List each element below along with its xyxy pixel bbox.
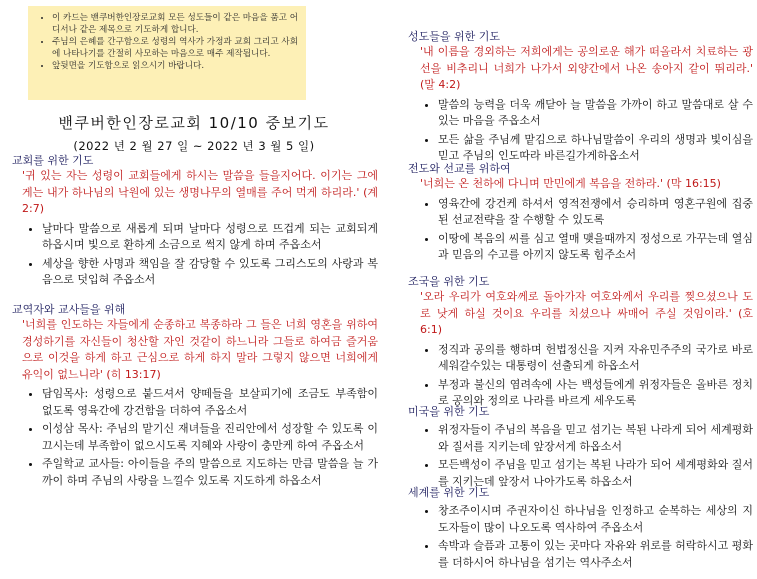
bible-verse: '귀 있는 자는 성령이 교회들에게 하시는 말씀을 들을지어다. 이기는 그에게는 내가 하나님의 낙원에 있는 생명나무의 열매를 주어 먹게 하리라.' (계 2:7) (22, 169, 378, 215)
page-title: 밴쿠버한인장로교회 10/10 중보기도 (58, 114, 330, 132)
prayer-item: • 이성삼 목사: 주님의 맡기신 재녀들을 진리안에서 성장할 수 있도록 이끄시는데 부족함이 없으시도록 지혜와 사랑이 충만케 하여 주옵소서 (42, 421, 378, 454)
notice-item: • 앞뒷면을 기도함으로 읽으시기 바랍니다. (52, 60, 298, 72)
prayer-item: • 주일학교 교사들: 아이들을 주의 말씀으로 지도하는 만큼 말씀을 늘 가까이 하며 주님의 사랑을 느낄수 있도록 지도하게 하옵소서 (42, 456, 378, 489)
prayer-item: • 말씀의 능력을 더욱 깨닫아 늘 말씀을 가까이 하고 말씀대로 살 수 있는 마음을 주옵소서 (438, 97, 753, 130)
notice-box (28, 6, 306, 100)
section-heading: 세계를 위한 기도 (408, 486, 490, 499)
section-world (408, 486, 753, 573)
section-saints (408, 30, 753, 167)
bible-verse: '내 이름을 경외하는 저희에게는 공의로운 해가 떠올라서 치료하는 광선을 비추리니 너희가 나가서 외양간에서 나온 송아지 같이 뛰리라.' (말 4:2) (420, 45, 753, 91)
date-range: (2022 년 2 월 27 일 ~ 2022 년 3 월 5 일) (73, 139, 315, 153)
section-usa (408, 405, 753, 492)
bible-verse: '너희는 온 천하에 다니며 만민에게 복음을 전하라.' (막 16:15) (420, 177, 721, 190)
prayer-item: • 부정과 불신의 염려속에 사는 백성들에게 위정자들은 올바른 정치로 공의와 정의로 나라를 바르게 세우도록 (438, 377, 753, 410)
prayer-item: • 세상을 향한 사명과 책임을 잘 감당할 수 있도록 그리스도의 사랑과 복음으로 덧입혀 주옵소서 (42, 256, 378, 289)
section-heading: 성도들을 위한 기도 (408, 30, 501, 43)
prayer-item: • 창조주이시며 주권자이신 하나님을 인정하고 순복하는 세상의 지도자들이 많이 나오도록 역사하여 주옵소서 (438, 503, 753, 536)
section-church (12, 154, 378, 291)
prayer-item: • 모든백성이 주님을 믿고 섬기는 복된 나라가 되어 세계평화와 질서를 지키는데 앞장서 나아가도록 하옵소서 (438, 457, 753, 490)
section-mission (408, 162, 753, 266)
prayer-item: • 위정자들이 주님의 복음을 믿고 섬기는 복된 나라게 되어 세계평화와 질서를 지키는데 앞장서게 하옵소서 (438, 422, 753, 455)
notice-item: • 주님의 은혜를 간구함으로 성령의 역사가 가정과 교회 그리고 사회에 나타나기를 간절히 사모하는 마음으로 매주 제작됩니다. (52, 36, 298, 60)
prayer-item: • 정직과 공의를 행하며 헌법정신을 지켜 자유민주주의 국가로 바로세워갈수있는 대통령이 선출되게 하옵소서 (438, 342, 753, 375)
prayer-item: • 날마다 말씀으로 새롭게 되며 날마다 성령으로 뜨겁게 되는 교회되게 하옵시며 빛으로 환하게 소금으로 썩지 않게 하며 주옵소서 (42, 221, 378, 254)
prayer-item: • 이땅에 복음의 씨를 심고 열매 맺을때까지 정성으로 가꾸는데 열심과 믿음의 수고를 아끼지 않도록 힘주소서 (438, 231, 753, 264)
bible-verse: '오라 우리가 여호와께로 돌아가자 여호와께서 우리를 찢으셨으나 도로 낫게 하실 것이요 우리를 치셨으나 싸매어 주실 것임이라.' (호 6:1) (420, 290, 753, 336)
section-heading: 교역자와 교사들을 위해 (12, 303, 126, 316)
section-homeland (408, 275, 753, 412)
section-heading: 전도와 선교를 위하여 (408, 162, 511, 175)
section-teachers (12, 303, 378, 491)
prayer-item: • 담임목사: 성령으로 붙드셔서 양떼들을 보살피기에 조금도 부족함이 없도록 영육간에 강건함을 더하여 주옵소서 (42, 386, 378, 419)
prayer-item: • 속박과 슬픔과 고통이 있는 곳마다 자유와 위로를 허락하시고 평화를 더하시어 하나님을 섬기는 역사주소서 (438, 538, 753, 571)
prayer-item: • 모든 삶을 주님께 맡김으로 하나님말씀이 우리의 생명과 빛이심을 믿고 주님의 인도따라 바른길가게하옵소서 (438, 132, 753, 165)
notice-item: • 이 카드는 밴쿠버한인장로교회 모든 성도들이 같은 마음을 품고 어디서나 같은 제목으로 기도하게 합니다. (52, 12, 298, 36)
bible-verse: '너희를 인도하는 자들에게 순종하고 복종하라 그 들은 너희 영혼을 위하여 경성하기를 자신들이 청산할 자인 것같이 하느니라 그들로 하여금 즐거움으로 이것을 하게 하고 근심으로 하게 하지 말라 그렇지 않으면 너희에게 유익이 없느니라' (히 13:17) (22, 318, 378, 381)
prayer-item: • 영육간에 강건케 하셔서 영적전쟁에서 승리하며 영혼구원에 집중된 선교전략을 잘 수행할 수 있도록 (438, 196, 753, 229)
section-heading: 조국을 위한 기도 (408, 275, 490, 288)
section-heading: 교회를 위한 기도 (12, 154, 94, 167)
section-heading: 미국을 위한 기도 (408, 405, 490, 418)
